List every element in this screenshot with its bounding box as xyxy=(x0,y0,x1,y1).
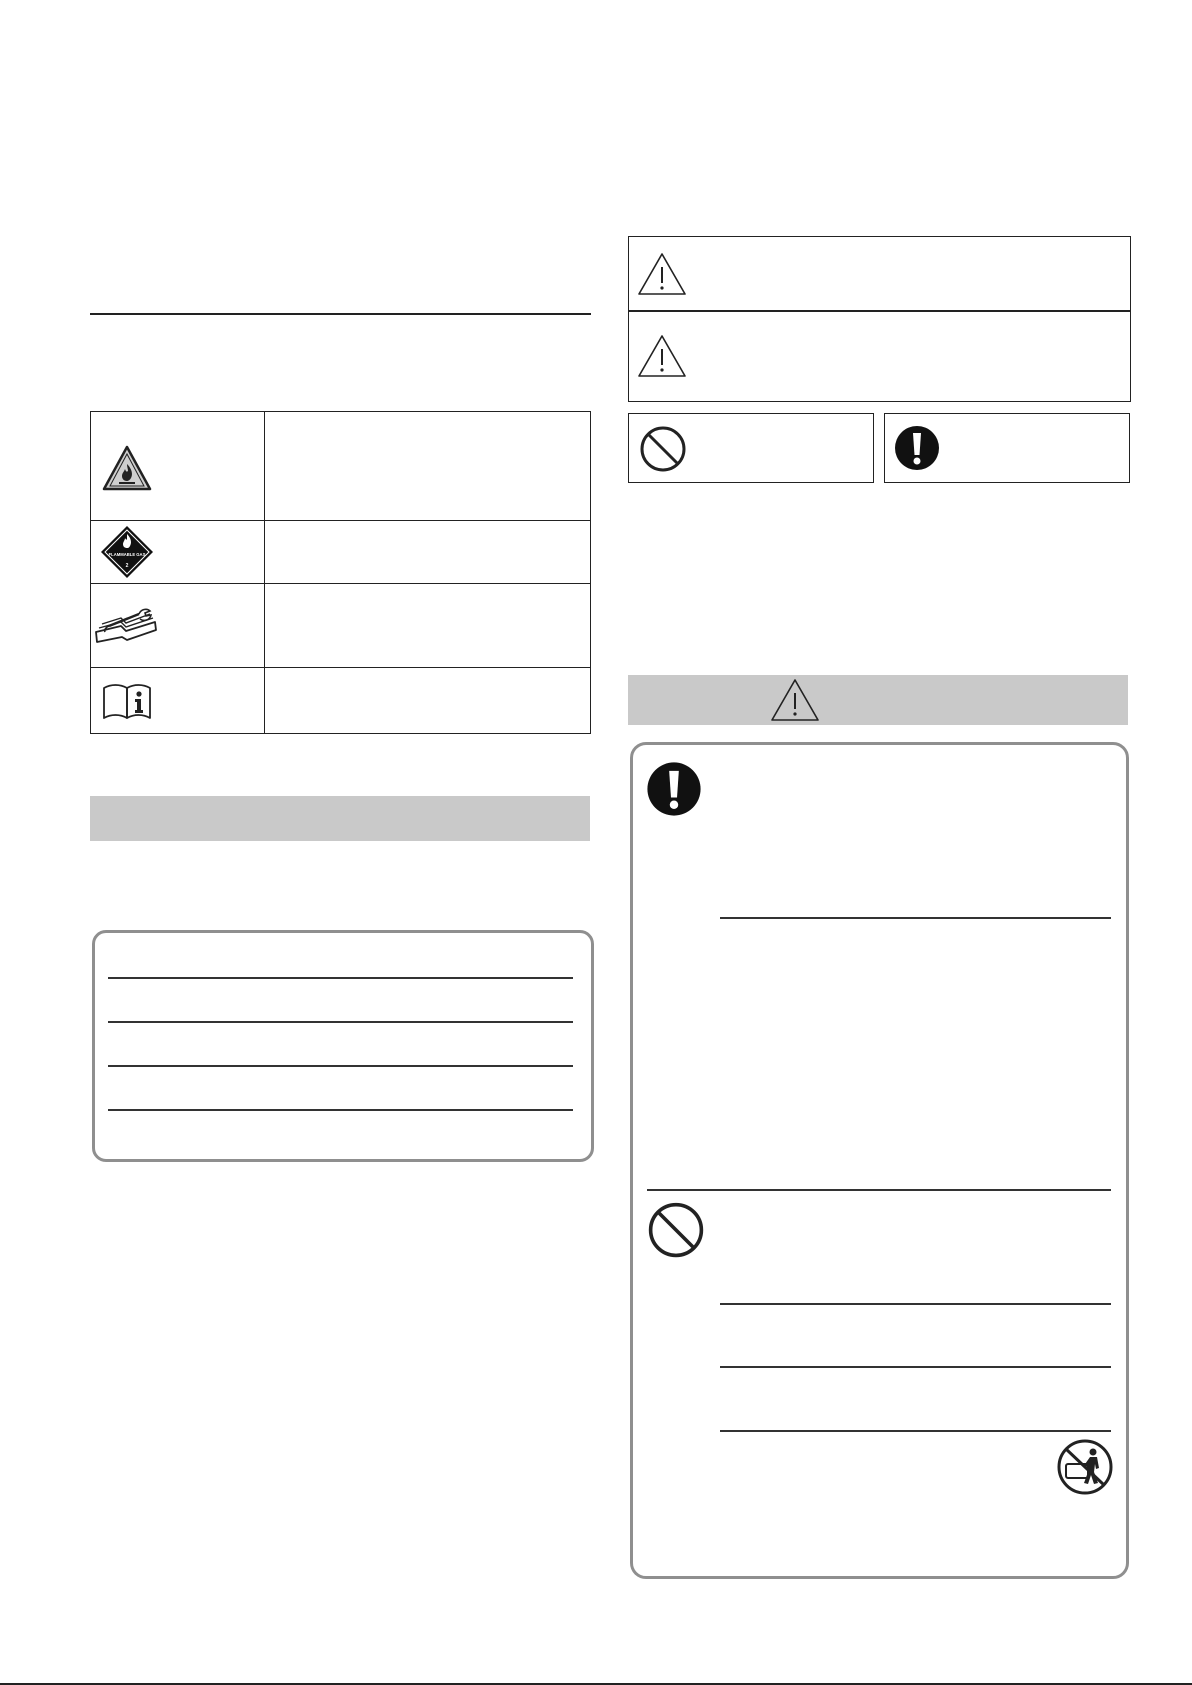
divider-line xyxy=(108,977,573,979)
table-divider xyxy=(264,412,265,520)
symbols-table-row xyxy=(91,412,590,520)
operation-manual-info-icon xyxy=(102,682,154,720)
diamond-label: FLAMMABLE GAS xyxy=(108,552,146,557)
divider-line xyxy=(720,1366,1111,1368)
divider-line xyxy=(720,917,1111,919)
prohibition-legend-box xyxy=(628,413,874,483)
mandatory-legend-box xyxy=(884,413,1130,483)
caution-triangle-icon xyxy=(637,334,687,378)
section-header-band xyxy=(90,796,590,841)
caution-header-band xyxy=(628,675,1128,725)
divider-line xyxy=(108,1109,573,1111)
table-divider xyxy=(264,521,265,584)
rounded-lines-box xyxy=(92,930,594,1162)
section-rule xyxy=(90,313,591,315)
prohibition-circle-icon xyxy=(639,425,687,473)
symbols-table-row xyxy=(91,667,590,734)
service-manual-wrench-icon xyxy=(93,602,159,646)
divider-line xyxy=(108,1021,573,1023)
divider-line xyxy=(720,1430,1111,1432)
flammable-gas-diamond-icon xyxy=(100,525,154,579)
warning-triangle-icon xyxy=(637,252,687,296)
table-divider xyxy=(264,584,265,668)
divider-line xyxy=(108,1065,573,1067)
divider-line xyxy=(629,310,1130,312)
symbols-table-row xyxy=(91,583,590,668)
no-stepping-on-unit-icon xyxy=(1056,1438,1114,1496)
divider-line xyxy=(647,1189,1111,1191)
mandatory-exclamation-icon xyxy=(645,760,703,818)
divider-line xyxy=(720,1303,1111,1305)
mandatory-exclamation-icon xyxy=(893,424,941,472)
symbols-table-row xyxy=(91,520,590,584)
flame-warning-icon xyxy=(102,445,152,491)
symbols-table xyxy=(90,411,591,734)
caution-triangle-icon xyxy=(770,678,820,722)
warning-legend-box xyxy=(628,236,1131,402)
diamond-class-number: 2 xyxy=(125,563,129,569)
prohibition-circle-icon xyxy=(647,1201,705,1259)
caution-content-box xyxy=(630,742,1129,1579)
table-divider xyxy=(264,668,265,734)
